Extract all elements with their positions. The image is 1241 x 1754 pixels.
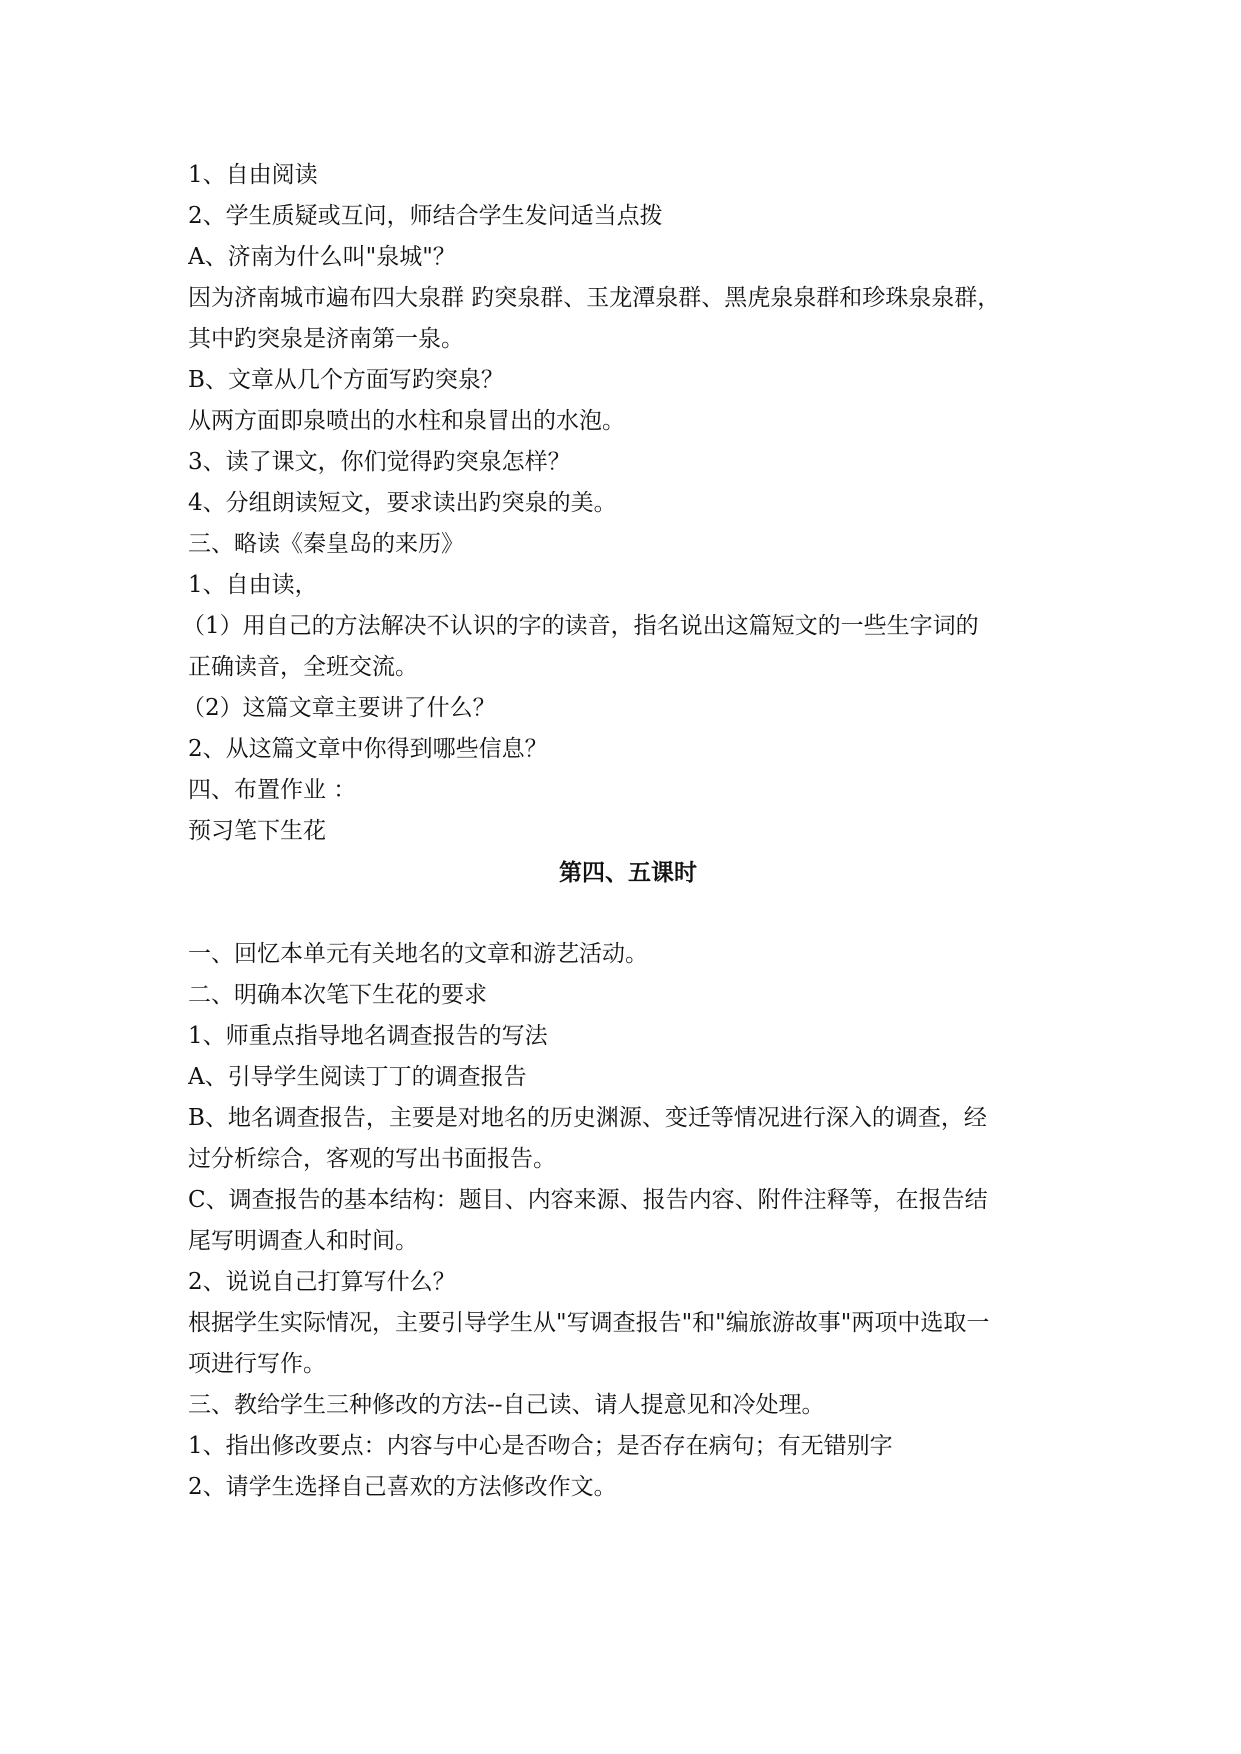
text-line: 项进行写作。 (188, 1351, 326, 1377)
text-line: A、济南为什么叫"泉城"？ (188, 244, 456, 270)
text-line: 四、布置作业 ： (188, 777, 357, 803)
text-line: 一、回忆本单元有关地名的文章和游艺活动。 (188, 941, 648, 967)
lesson-heading: 第四、五课时 (559, 859, 697, 886)
text-line: 1、自由阅读 (188, 162, 318, 188)
text-line: B、地名调查报告，主要是对地名的历史渊源、变迁等情况进行深入的调查，经 (188, 1105, 987, 1131)
text-line: （1）用自己的方法解决不认识的字的读音，指名说出这篇短文的一些生字词的 (182, 613, 979, 639)
text-line: 1、师重点指导地名调查报告的写法 (188, 1023, 548, 1049)
text-line: 根据学生实际情况，主要引导学生从"写调查报告"和"编旅游故事"两项中选取一 (188, 1310, 990, 1336)
text-line: 正确读音，全班交流。 (188, 654, 418, 680)
text-line: 二、明确本次笔下生花的要求 (188, 982, 487, 1008)
text-line: 过分析综合，客观的写出书面报告。 (188, 1146, 556, 1172)
text-line: 2、学生质疑或互问，师结合学生发问适当点拨 (188, 203, 663, 229)
text-line: （2）这篇文章主要讲了什么？ (182, 695, 496, 721)
section-lesson-four-five (188, 934, 1058, 1508)
text-line: 2、请学生选择自己喜欢的方法修改作文。 (188, 1474, 617, 1500)
text-line: 三、教给学生三种修改的方法--自己读、请人提意见和冷处理。 (188, 1392, 825, 1418)
text-line: 2、说说自己打算写什么？ (188, 1269, 456, 1295)
text-line: A、引导学生阅读丁丁的调查报告 (188, 1064, 527, 1090)
text-line: 其中趵突泉是济南第一泉。 (188, 326, 464, 352)
text-line: C、调查报告的基本结构：题目、内容来源、报告内容、附件注释等，在报告结 (188, 1187, 988, 1213)
text-line: 三、略读《秦皇岛的来历》 (188, 531, 464, 557)
text-line: 1、自由读， (188, 572, 318, 598)
text-line: 因为济南城市遍布四大泉群 趵突泉群、玉龙潭泉群、黑虎泉泉群和珍珠泉泉群， (188, 285, 1001, 311)
text-line: B、文章从几个方面写趵突泉？ (188, 367, 504, 393)
text-line: 1、指出修改要点：内容与中心是否吻合；是否存在病句；有无错别字 (188, 1433, 893, 1459)
text-line: 从两方面即泉喷出的水柱和泉冒出的水泡。 (188, 408, 625, 434)
text-line: 2、从这篇文章中你得到哪些信息？ (188, 736, 548, 762)
section-lesson-three (182, 155, 1058, 852)
text-line: 尾写明调查人和时间。 (188, 1228, 418, 1254)
document-page (182, 155, 1058, 1508)
text-line: 预习笔下生花 (188, 818, 326, 844)
text-line: 4、分组朗读短文，要求读出趵突泉的美。 (188, 490, 617, 516)
text-line: 3、读了课文，你们觉得趵突泉怎样？ (188, 449, 571, 475)
